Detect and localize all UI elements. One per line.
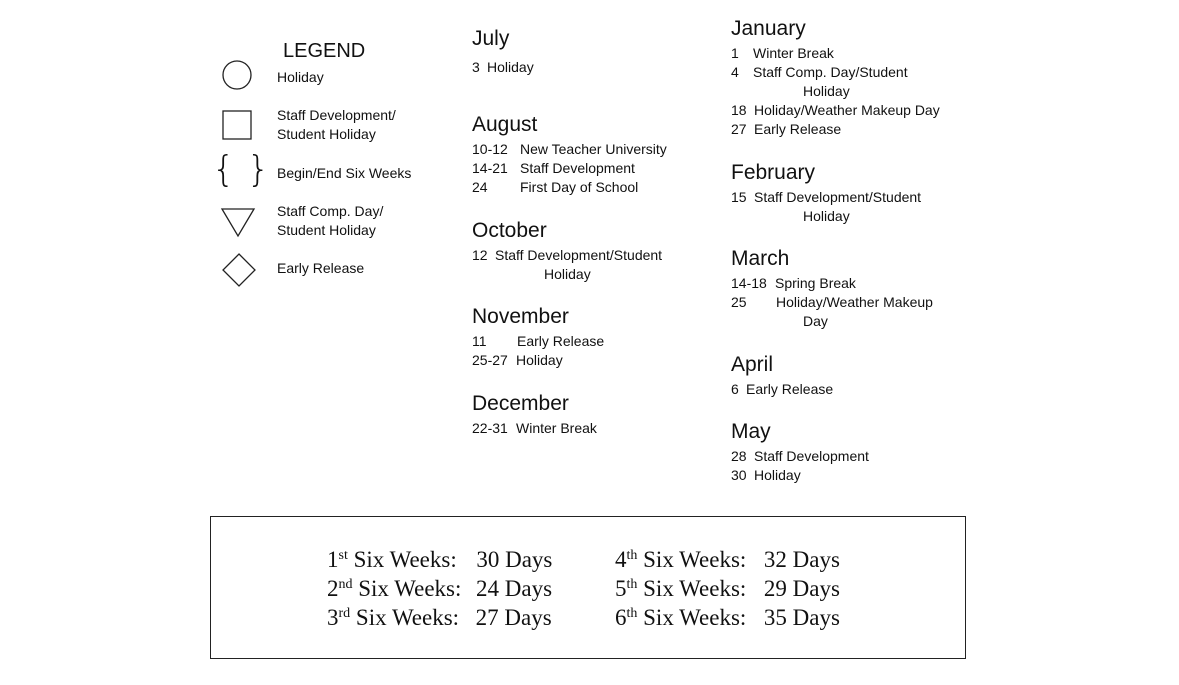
legend-title: LEGEND [283, 40, 366, 62]
month-january [731, 16, 940, 139]
calendar-entry: 27 Early Release [731, 121, 842, 137]
calendar-entry: 30 Holiday [731, 467, 801, 483]
six-weeks-left-column [327, 545, 552, 632]
calendar-entry: 4 Staff Comp. Day/Student [731, 64, 908, 80]
month-name: December [472, 392, 569, 415]
legend-label-early-release: Early Release [277, 260, 365, 276]
calendar-entry: 14-18 Spring Break [731, 275, 856, 291]
legend-label-holiday: Holiday [277, 69, 324, 85]
month-april [731, 352, 833, 399]
six-weeks-summary-box [210, 516, 966, 659]
diamond-icon [221, 252, 257, 288]
legend-label-staff-comp: Staff Comp. Day/ Student Holiday [277, 203, 384, 238]
legend-label-staff-development: Staff Development/ Student Holiday [277, 107, 396, 142]
six-weeks-row: 4th Six Weeks: 32 Days [615, 547, 840, 572]
calendar-entry-continued: Holiday [544, 266, 591, 282]
month-name: October [472, 219, 547, 242]
calendar-entry: 6 Early Release [731, 381, 834, 397]
calendar-entry: 3 Holiday [472, 59, 534, 75]
month-october [472, 218, 662, 284]
month-name: November [472, 305, 569, 328]
month-july [472, 26, 534, 77]
month-march [731, 246, 933, 331]
month-february [731, 160, 921, 226]
six-weeks-right-column [615, 545, 840, 632]
calendar-entry: 25 Holiday/Weather Makeup [731, 294, 933, 310]
calendar-entry: 14-21 Staff Development [472, 160, 635, 176]
legend-label-six-weeks: Begin/End Six Weeks [277, 165, 412, 181]
calendar-entry-continued: Holiday [803, 83, 850, 99]
triangle-down-icon [220, 207, 256, 239]
month-name: May [731, 420, 771, 443]
six-weeks-row: 3rd Six Weeks: 27 Days [327, 605, 552, 630]
calendar-entry: 11 Early Release [472, 333, 605, 349]
calendar-entry: 12 Staff Development/Student [472, 247, 663, 263]
square-icon [222, 110, 252, 140]
calendar-entry: 10-12 New Teacher University [472, 141, 667, 157]
six-weeks-row: 1st Six Weeks: 30 Days [327, 547, 553, 572]
month-name: April [731, 353, 774, 376]
six-weeks-row: 2nd Six Weeks: 24 Days [327, 576, 553, 601]
calendar-entry: 22-31 Winter Break [472, 420, 597, 436]
calendar-entry: 1 Winter Break [731, 45, 834, 61]
month-december [472, 391, 597, 438]
month-name: July [472, 27, 510, 50]
calendar-entry-continued: Day [803, 313, 828, 329]
month-may [731, 419, 869, 485]
month-august [472, 112, 667, 197]
month-name: March [731, 247, 790, 270]
calendar-entry-continued: Holiday [803, 208, 850, 224]
six-weeks-row: 6th Six Weeks: 35 Days [615, 605, 840, 630]
six-weeks-row: 5th Six Weeks: 29 Days [615, 576, 840, 601]
circle-icon [221, 59, 253, 91]
month-name: August [472, 113, 538, 136]
calendar-entry: 24 First Day of School [472, 179, 639, 195]
calendar-entry: 18 Holiday/Weather Makeup Day [731, 102, 940, 118]
calendar-entry: 28 Staff Development [731, 448, 869, 464]
calendar-entry: 15 Staff Development/Student [731, 189, 922, 205]
month-name: February [731, 161, 816, 184]
month-name: January [731, 17, 806, 40]
month-november [472, 304, 604, 370]
braces-icon: { } [212, 149, 270, 190]
calendar-entry: 25-27 Holiday [472, 352, 563, 368]
